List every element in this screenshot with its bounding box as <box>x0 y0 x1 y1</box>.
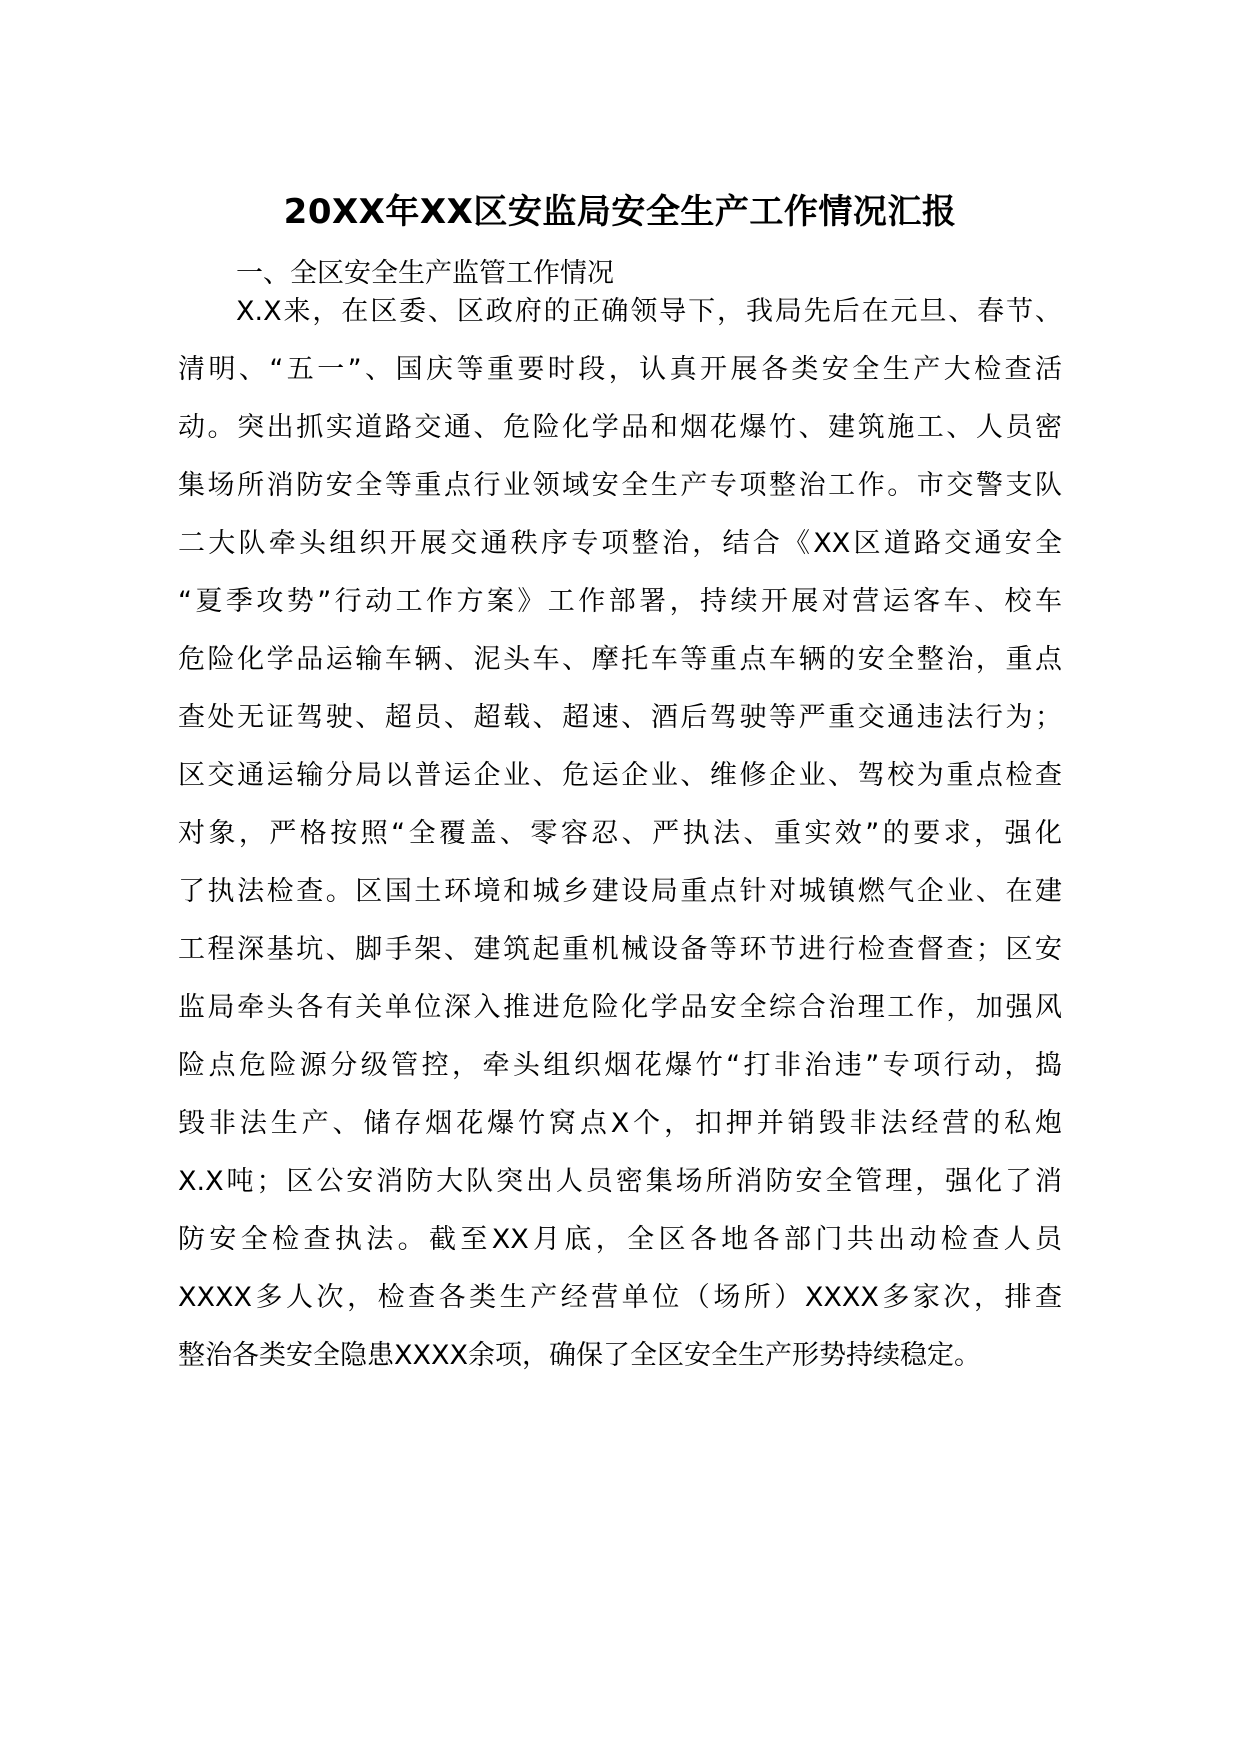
paragraph-line: 工程深基坑、脚手架、建筑起重机械设备等环节进行检查督查；区安 <box>178 934 1062 965</box>
paragraph-line: 对象，严格按照“全覆盖、零容忍、严执法、重实效”的要求，强化 <box>178 818 1062 849</box>
paragraph-line: X.X来，在区委、区政府的正确领导下，我局先后在元旦、春节、 <box>236 296 1062 327</box>
paragraph-line: 监局牵头各有关单位深入推进危险化学品安全综合治理工作，加强风 <box>178 992 1062 1023</box>
section-heading: 一、全区安全生产监管工作情况 <box>236 258 614 289</box>
paragraph-line: 动。突出抓实道路交通、危险化学品和烟花爆竹、建筑施工、人员密 <box>178 412 1062 443</box>
paragraph-line: “夏季攻势”行动工作方案》工作部署，持续开展对营运客车、校车 <box>178 586 1062 617</box>
paragraph-line: 险点危险源分级管控，牵头组织烟花爆竹“打非治违”专项行动，捣 <box>178 1050 1062 1081</box>
paragraph-line: 整治各类安全隐患XXXX余项，确保了全区安全生产形势持续稳定。 <box>178 1340 981 1371</box>
paragraph-line: X.X吨；区公安消防大队突出人员密集场所消防安全管理，强化了消 <box>178 1166 1062 1197</box>
document-title: 20XX年XX区安监局安全生产工作情况汇报 <box>283 192 957 232</box>
paragraph-line: 防安全检查执法。截至XX月底，全区各地各部门共出动检查人员 <box>178 1224 1062 1255</box>
paragraph-line: 危险化学品运输车辆、泥头车、摩托车等重点车辆的安全整治，重点 <box>178 644 1062 675</box>
paragraph-line: XXXX多人次，检查各类生产经营单位（场所）XXXX多家次，排查 <box>178 1282 1062 1313</box>
paragraph-line: 二大队牵头组织开展交通秩序专项整治，结合《XX区道路交通安全 <box>178 528 1062 559</box>
paragraph-line: 集场所消防安全等重点行业领域安全生产专项整治工作。市交警支队 <box>178 470 1062 501</box>
paragraph-line: 毁非法生产、储存烟花爆竹窝点X个，扣押并销毁非法经营的私炮 <box>178 1108 1062 1139</box>
paragraph-line: 区交通运输分局以普运企业、危运企业、维修企业、驾校为重点检查 <box>178 760 1062 791</box>
paragraph-line: 了执法检查。区国土环境和城乡建设局重点针对城镇燃气企业、在建 <box>178 876 1062 907</box>
paragraph-line: 查处无证驾驶、超员、超载、超速、酒后驾驶等严重交通违法行为； <box>178 702 1062 733</box>
paragraph-line: 清明、“五一”、国庆等重要时段，认真开展各类安全生产大检查活 <box>178 354 1062 385</box>
